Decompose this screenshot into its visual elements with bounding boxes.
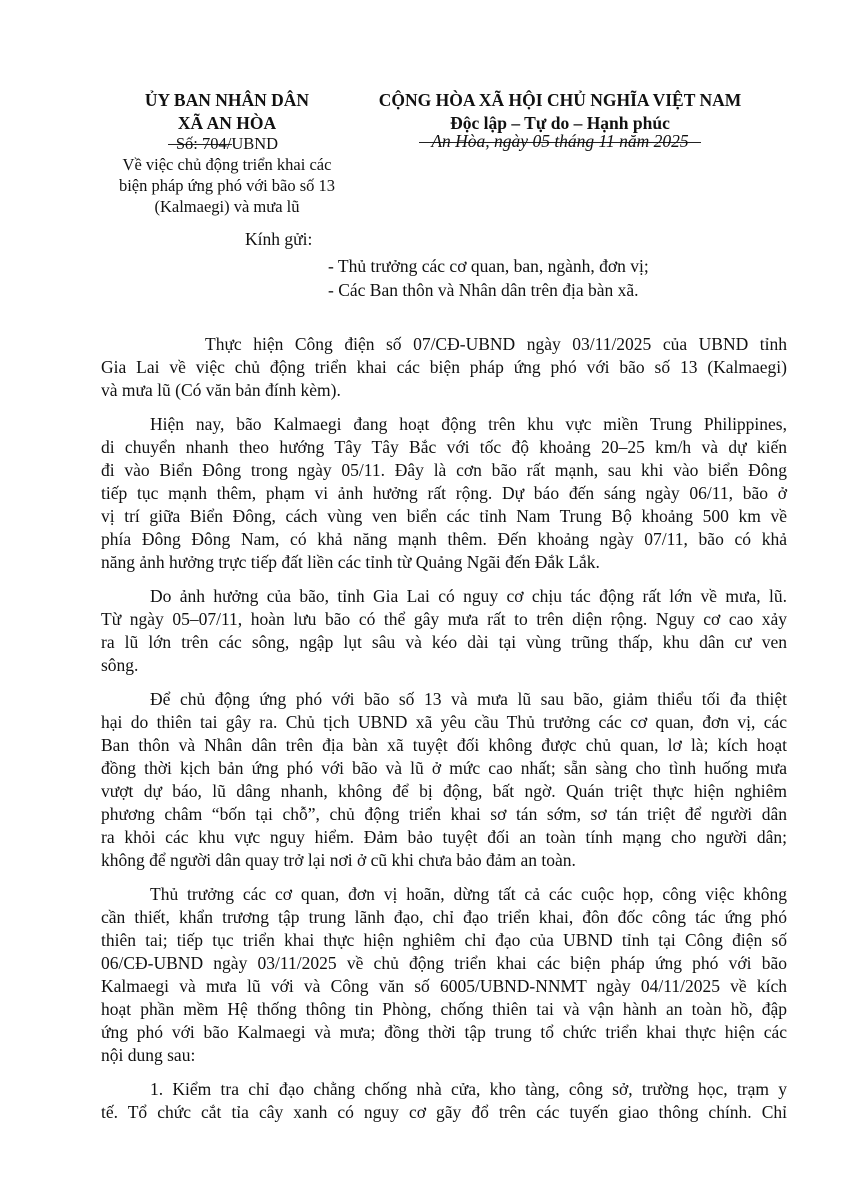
text-line: Kalmaegi và mưa lũ với và Công văn số 6005/UBND-NNMT ngày 04/11/2025 về kích — [101, 976, 787, 996]
body-paragraph — [101, 1078, 787, 1124]
text-line: Ban thôn và Nhân dân trên địa bàn xã tuyệt đối không được chủ quan, lơ là; kích hoạt — [101, 735, 787, 755]
text-line: vượt dự báo, lũ dâng nhanh, không để bị động, bất ngờ. Quán triệt thực hiện nghiêm — [101, 781, 787, 801]
body-paragraph — [101, 585, 787, 677]
text-line: đi vào Biển Đông trong ngày 05/11. Đây là cơn bão rất mạnh, sau khi vào biển Đông — [101, 460, 787, 480]
text-line: cần thiết, khẩn trương tập trung lãnh đạo, chỉ đạo triển khai, đôn đốc công tác ứng phó — [101, 907, 787, 927]
text-line: không để người dân quay trở lại nơi ở cũ khi chưa bảo đảm an toàn. — [101, 850, 576, 870]
recipient-item: - Thủ trưởng các cơ quan, ban, ngành, đơn vị; — [328, 256, 649, 276]
text-line: năng ảnh hưởng trực tiếp đất liền các tỉnh từ Quảng Ngãi đến Đắk Lắk. — [101, 552, 600, 572]
body-paragraph — [101, 688, 787, 872]
text-line: thiên tai; tiếp tục triển khai thực hiện nghiêm chỉ đạo của UBND tỉnh tại Công điện số — [101, 930, 787, 950]
national-header — [360, 89, 760, 135]
subject-line: Về việc chủ động triển khai các — [122, 155, 332, 174]
text-line: Để chủ động ứng phó với bão số 13 và mưa lũ sau bão, giảm thiểu tối đa thiệt — [150, 689, 787, 709]
text-line: ra lũ lớn trên các sông, ngập lụt sâu và kéo dài tại vùng trũng thấp, khu dân cư ven — [101, 632, 787, 652]
text-line: 1. Kiểm tra chỉ đạo chằng chống nhà cửa, kho tàng, công sở, trường học, trạm y — [150, 1079, 787, 1099]
text-line: 06/CĐ-UBND ngày 03/11/2025 về chủ động triển khai các biện pháp ứng phó với bão — [101, 953, 787, 973]
recipient-item: - Các Ban thôn và Nhân dân trên địa bàn xã. — [328, 280, 639, 300]
text-line: ra khỏi các khu vực nguy hiểm. Đảm bảo tuyệt đối an toàn tính mạng cho người dân; — [101, 827, 787, 847]
text-line: Do ảnh hưởng của bão, tỉnh Gia Lai có nguy cơ chịu tác động rất lớn về mưa, lũ. — [150, 586, 787, 606]
text-line: ứng phó với bão Kalmaegi và mưa; đồng thời tập trung tổ chức triển khai thực hiện các — [101, 1022, 787, 1042]
national-motto: Độc lập – Tự do – Hạnh phúc — [450, 113, 670, 133]
text-line: di chuyển nhanh theo hướng Tây Tây Bắc với tốc độ khoảng 20–25 km/h và dự kiến — [101, 437, 787, 457]
text-line: Từ ngày 05–07/11, hoàn lưu bão có thể gây mưa rất to trên diện rộng. Nguy cơ cao xảy — [101, 609, 787, 629]
text-line: Thủ trưởng các cơ quan, đơn vị hoãn, dừng tất cả các cuộc họp, công việc không — [150, 884, 787, 904]
doc-date: An Hòa, ngày 05 tháng 11 năm 2025 — [431, 131, 689, 151]
national-title: CỘNG HÒA XÃ HỘI CHỦ NGHĨA VIỆT NAM — [378, 90, 742, 110]
body-paragraph — [101, 413, 787, 574]
text-line: Thực hiện Công điện số 07/CĐ-UBND ngày 03/11/2025 của UBND tỉnh — [205, 334, 787, 354]
doc-number: Số: 704/UBND — [175, 134, 279, 153]
text-line: và mưa lũ (Có văn bản đính kèm). — [101, 380, 341, 400]
text-line: sông. — [101, 655, 139, 675]
doc-reference — [97, 133, 357, 217]
issuer-line2: XÃ AN HÒA — [177, 113, 277, 133]
text-line: Gia Lai về việc chủ động triển khai các biện pháp ứng phó với bão số 13 (Kalmaegi) — [101, 357, 787, 377]
recipients-list — [328, 254, 649, 302]
subject-line: biện pháp ứng phó với bão số 13 — [118, 176, 336, 195]
recipients-label: Kính gửi: — [245, 229, 313, 249]
text-line: nội dung sau: — [101, 1045, 196, 1065]
body-paragraph — [101, 333, 787, 402]
text-line: Hiện nay, bão Kalmaegi đang hoạt động trên khu vực miền Trung Philippines, — [150, 414, 787, 434]
text-line: hại do thiên tai gây ra. Chủ tịch UBND xã yêu cầu Thủ trưởng các cơ quan, đơn vị, các — [101, 712, 787, 732]
text-line: đồng thời kịch bản ứng phó với bão và lũ ở mức cao nhất; sẵn sàng cho tình huống mưa — [101, 758, 787, 778]
issuer-line1: ỦY BAN NHÂN DÂN — [144, 90, 310, 110]
text-line: vị trí giữa Biển Đông, cách vùng ven biển các tỉnh Nam Trung Bộ khoảng 500 km về — [101, 506, 787, 526]
document-body — [101, 333, 787, 1124]
body-paragraph — [101, 883, 787, 1067]
issuer-header — [117, 89, 337, 135]
text-line: tiếp tục mạnh thêm, phạm vi ảnh hưởng rất rộng. Dự báo đến sáng ngày 06/11, bão ở — [101, 483, 787, 503]
text-line: tế. Tổ chức cắt tỉa cây xanh có nguy cơ gãy đổ trên các tuyến giao thông chính. Chỉ — [101, 1102, 787, 1122]
text-line: hoạt phần mềm Hệ thống thông tin Phòng, chống thiên tai và vận hành an toàn hồ, đập — [101, 999, 787, 1019]
subject-line: (Kalmaegi) và mưa lũ — [154, 197, 300, 216]
text-line: phương châm “bốn tại chỗ”, chủ động triển khai sơ tán sớm, sơ tán triệt để người dân — [101, 804, 787, 824]
text-line: phía Đông Đông Nam, có khả năng mạnh thêm. Đến khoảng ngày 07/11, bão có khả — [101, 529, 787, 549]
